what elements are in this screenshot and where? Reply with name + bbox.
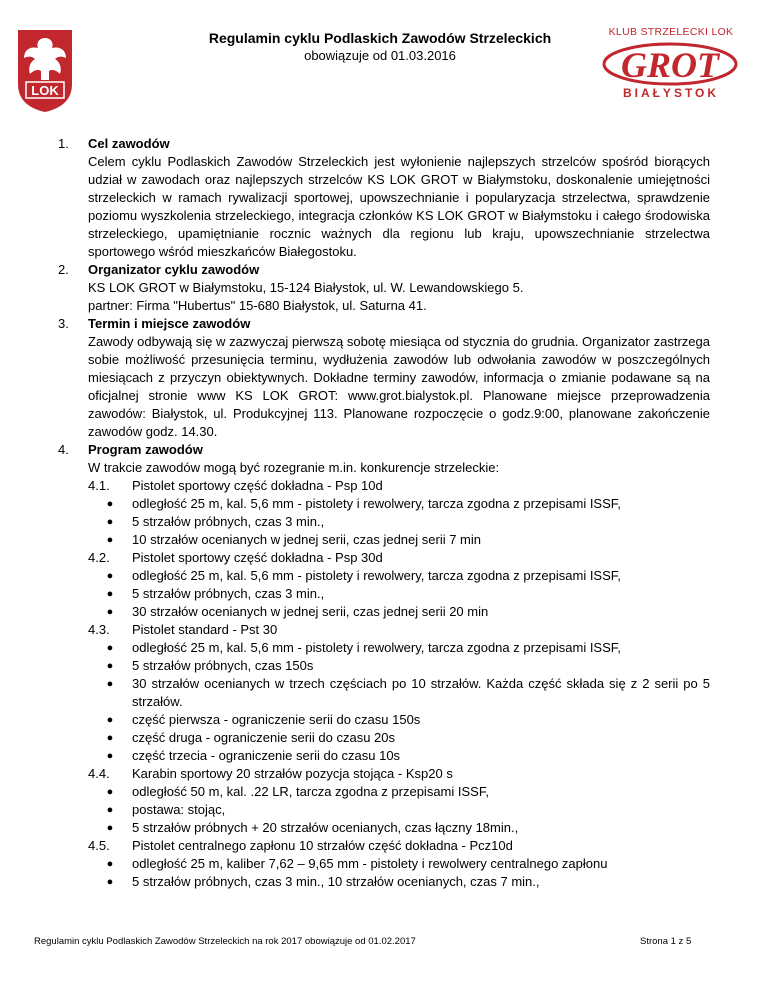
regulations-content	[58, 135, 710, 891]
bullet-icon: ●	[106, 822, 114, 834]
list-item: ● część pierwsza - ograniczenie serii do czasu 150s	[88, 711, 710, 729]
section-number: 2.	[58, 262, 69, 277]
bullet-icon: ●	[106, 660, 114, 672]
list-item: ● odległość 25 m, kal. 5,6 mm - pistolety i rewolwery, tarcza zgodna z przepisami ISSF,	[88, 567, 710, 585]
section-organizer	[58, 261, 710, 315]
section-title: Termin i miejsce zawodów	[88, 316, 251, 331]
grot-logo-city: BIAŁYSTOK	[622, 86, 720, 100]
bullet-icon: ●	[106, 498, 114, 510]
grot-logo-icon	[602, 40, 740, 86]
subsection-4-1	[88, 477, 710, 549]
page-subtitle: obowiązuje od 01.03.2016	[304, 48, 456, 63]
subsection-4-3	[88, 621, 710, 765]
section-title: Organizator cyklu zawodów	[88, 262, 260, 277]
footer-document-info: Regulamin cyklu Podlaskich Zawodów Strzeleckich na rok 2017 obowiązuje od 01.02.2017	[34, 936, 416, 947]
grot-logo-club-text: KLUB STRZELECKI LOK	[608, 26, 734, 38]
subsection-title: Pistolet sportowy część dokładna - Psp 10d	[132, 478, 383, 493]
section-goals	[58, 135, 710, 261]
bullet-icon: ●	[106, 732, 114, 744]
section-number: 4.	[58, 442, 69, 457]
subsection-number: 4.3.	[88, 622, 110, 637]
lok-logo-text: LOK	[31, 83, 59, 98]
subsection-4-4	[88, 765, 710, 837]
bullet-icon: ●	[106, 714, 114, 726]
bullet-icon: ●	[106, 516, 114, 528]
list-item: ● odległość 25 m, kaliber 7,62 – 9,65 mm - pistolety i rewolwery centralnego zapłonu	[88, 855, 710, 873]
section-number: 3.	[58, 316, 69, 331]
list-item: ● odległość 25 m, kal. 5,6 mm - pistolety i rewolwery, tarcza zgodna z przepisami ISSF,	[88, 639, 710, 657]
bullet-icon: ●	[106, 678, 114, 690]
grot-logo-name: GROT	[621, 45, 719, 85]
subsection-number: 4.5.	[88, 838, 110, 853]
list-item: ● 5 strzałów próbnych + 20 strzałów ocenianych, czas łączny 18min.,	[88, 819, 710, 837]
section-text: Celem cyklu Podlaskich Zawodów Strzeleckich jest wyłonienie najlepszych strzelców spośród biorących udział w zawodach oraz najlepszych strzelców KS LOK GROT w Białymstoku, doskonalenie umiejętności strzeleckich w ramach rywalizacji sportowej, upowszechnianie i popularyzacja strzelectwa, sprawdzenie poziomu wyszkolenia strzeleckiego, integracja członków KS LOK GROT w Białymstoku i całego środowiska strzeleckiego, upamiętnianie rocznic ważnych dla regionu lub kraju, upowszechnianie strzelectwa sportowego wśród mieszkańców Białegostoku.	[88, 154, 710, 259]
bullet-icon: ●	[106, 570, 114, 582]
subsection-number: 4.2.	[88, 550, 110, 565]
partner-line: partner: Firma "Hubertus" 15-680 Białystok, ul. Saturna 41.	[88, 298, 427, 313]
subsection-4-2	[88, 549, 710, 621]
list-item: ● 30 strzałów ocenianych w trzech częściach po 10 strzałów. Każda część składa się z 2 serii po 5 strzałów.	[88, 675, 710, 711]
list-item: ● 10 strzałów ocenianych w jednej serii, czas jednej serii 7 min	[88, 531, 710, 549]
subsection-4-5	[88, 837, 710, 891]
subsection-title: Pistolet standard - Pst 30	[132, 622, 278, 637]
list-item: ● odległość 25 m, kal. 5,6 mm - pistolety i rewolwery, tarcza zgodna z przepisami ISSF,	[88, 495, 710, 513]
section-text: Zawody odbywają się w zazwyczaj pierwszą sobotę miesiąca od stycznia do grudnia. Organizator zastrzega sobie możliwość przesunięcia terminu, wydłużenia zawodów lub odwołania zawodów w poszczególnych miesiącach z przyczyn obiektywnych. Dokładne terminy zawodów, informacja o zmianie podawane są na oficjalnej stronie www KS LOK GROT: www.grot.bialystok.pl. Planowane miejsce przeprowadzenia zawodów: Białystok, ul. Produkcyjnej 113. Planowane rozpoczęcie o godz.9:00, planowane zakończenie zawodów godz. 14.30.	[88, 334, 710, 439]
bullet-icon: ●	[106, 588, 114, 600]
subsection-number: 4.4.	[88, 766, 110, 781]
organizer-line: KS LOK GROT w Białymstoku, 15-124 Białystok, ul. W. Lewandowskiego 5.	[88, 280, 524, 295]
list-item: ● część druga - ograniczenie serii do czasu 20s	[88, 729, 710, 747]
bullet-icon: ●	[106, 750, 114, 762]
list-item: ● 5 strzałów próbnych, czas 3 min.,	[88, 513, 710, 531]
bullet-icon: ●	[106, 804, 114, 816]
list-item: ● 5 strzałów próbnych, czas 3 min., 10 strzałów ocenianych, czas 7 min.,	[88, 873, 710, 891]
bullet-icon: ●	[106, 642, 114, 654]
list-item: ● 5 strzałów próbnych, czas 3 min.,	[88, 585, 710, 603]
list-item: ● 30 strzałów ocenianych w jednej serii, czas jednej serii 20 min	[88, 603, 710, 621]
list-item: ● odległość 50 m, kal. .22 LR, tarcza zgodna z przepisami ISSF,	[88, 783, 710, 801]
bullet-icon: ●	[106, 858, 114, 870]
section-title: Program zawodów	[88, 442, 203, 457]
section-title: Cel zawodów	[88, 136, 170, 151]
bullet-icon: ●	[106, 786, 114, 798]
list-item: ● część trzecia - ograniczenie serii do czasu 10s	[88, 747, 710, 765]
page-title: Regulamin cyklu Podlaskich Zawodów Strzeleckich	[208, 30, 552, 46]
footer-page-number: Strona 1 z 5	[640, 936, 692, 947]
subsection-title: Karabin sportowy 20 strzałów pozycja stojąca - Ksp20 s	[132, 766, 453, 781]
subsection-number: 4.1.	[88, 478, 110, 493]
section-schedule	[58, 315, 710, 441]
section-intro: W trakcie zawodów mogą być rozegranie m.in. konkurencje strzeleckie:	[88, 460, 500, 475]
bullet-icon: ●	[106, 876, 114, 888]
subsection-title: Pistolet sportowy część dokładna - Psp 30d	[132, 550, 383, 565]
list-item: ● postawa: stojąc,	[88, 801, 710, 819]
bullet-icon: ●	[106, 606, 114, 618]
bullet-icon: ●	[106, 534, 114, 546]
section-number: 1.	[58, 136, 69, 151]
subsection-title: Pistolet centralnego zapłonu 10 strzałów część dokładna - Pcz10d	[132, 838, 513, 853]
list-item: ● 5 strzałów próbnych, czas 150s	[88, 657, 710, 675]
lok-logo-icon	[14, 26, 76, 114]
section-program	[58, 441, 710, 891]
